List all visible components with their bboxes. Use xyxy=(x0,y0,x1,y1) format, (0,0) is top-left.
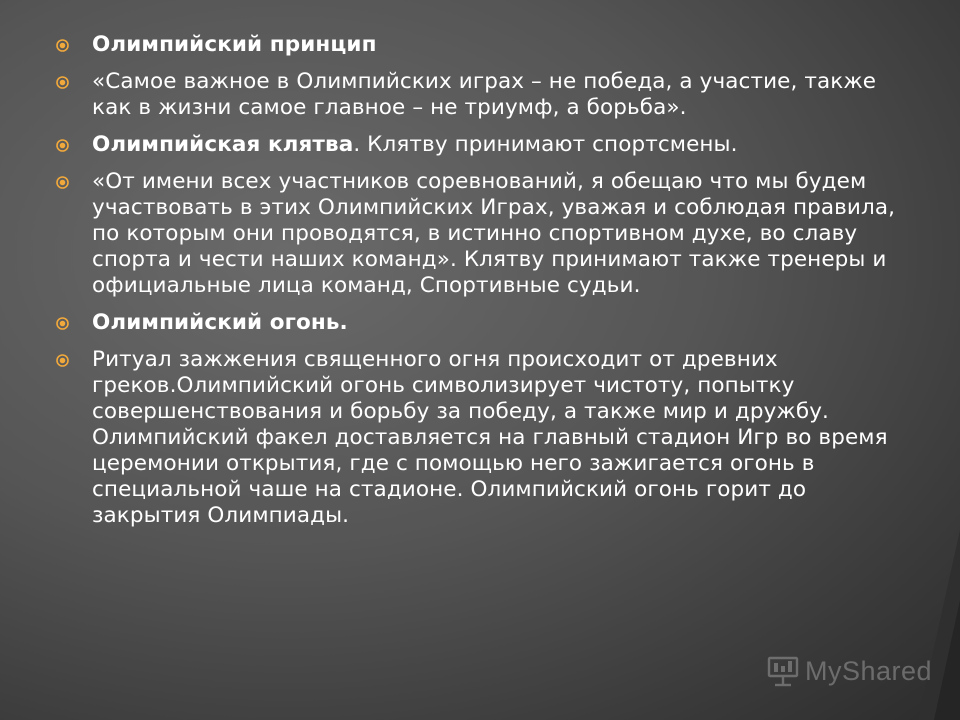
item-heading: Олимпийская клятва xyxy=(92,132,354,157)
corner-decoration-inner xyxy=(934,600,960,720)
circle-bullet-icon xyxy=(56,139,69,152)
circle-bullet-icon xyxy=(56,317,69,330)
list-item xyxy=(54,169,914,299)
item-text: Ритуал зажжения священного огня происходит от древних греков.Олимпийский огонь символизирует чистоту, попытку совершенствования и борьбу за победу, а также мир и дружбу. Олимпийский факел доставляется на главный стадион Игр во время церемонии открытия, где с помощью него зажигается огонь в специальной чаше на стадионе. Олимпийский огонь горит до закрытия Олимпиады. xyxy=(92,347,888,528)
list-item xyxy=(54,347,914,529)
list-item xyxy=(54,69,914,121)
list-item xyxy=(54,132,914,158)
presentation-board-icon xyxy=(765,655,801,687)
item-text: «От имени всех участников соревнований, я обещаю что мы будем участвовать в этих Олимпийских Играх, уважая и соблюдая правила, по которым они проводятся, в истинно спортивном духе, во славу спорта и чести наших команд». Клятву принимают также тренеры и официальные лица команд, Спортивные судьи. xyxy=(92,169,896,298)
circle-bullet-icon xyxy=(56,76,69,89)
watermark-text: MyShared xyxy=(805,655,933,686)
circle-bullet-icon xyxy=(56,354,69,367)
item-text: . Клятву принимают спортсмены. xyxy=(353,132,738,157)
circle-bullet-icon xyxy=(56,39,69,52)
circle-bullet-icon xyxy=(56,176,69,189)
item-text: «Самое важное в Олимпийских играх – не победа, а участие, также как в жизни самое главное – не триумф, а борьба». xyxy=(92,69,877,120)
item-heading: Олимпийский принцип xyxy=(92,32,377,57)
watermark xyxy=(765,655,932,687)
list-item xyxy=(54,32,914,58)
list-item xyxy=(54,310,914,336)
bullet-list xyxy=(54,32,914,540)
item-heading: Олимпийский огонь. xyxy=(92,310,348,335)
